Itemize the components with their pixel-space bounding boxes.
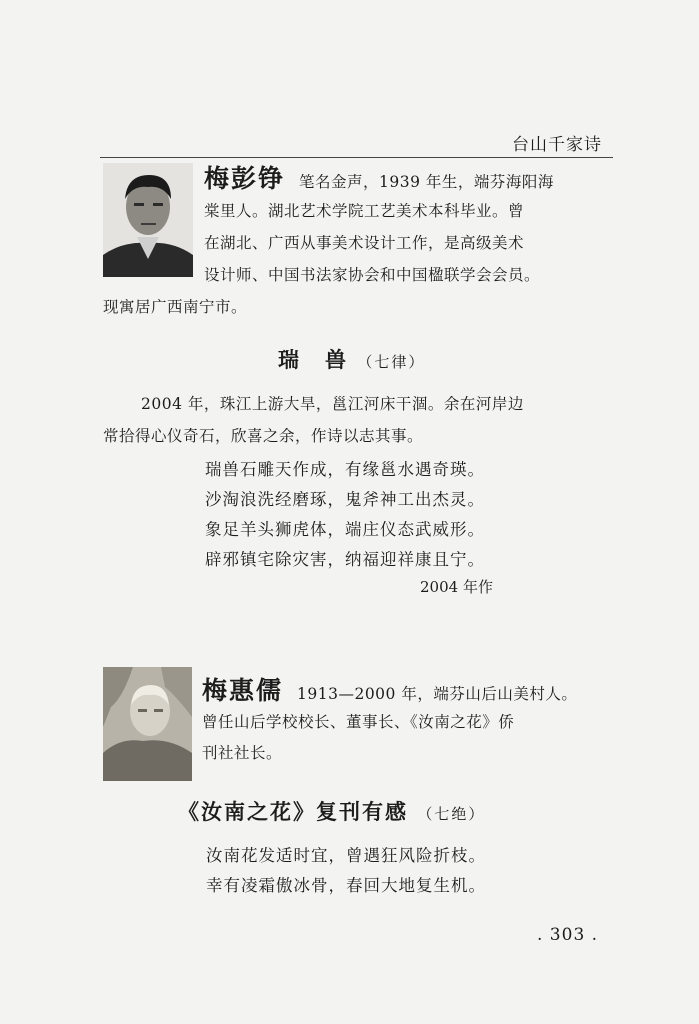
poem-title-char: 瑞 [278, 348, 301, 372]
poem-verse: 瑞兽石雕天作成，有缘邕水遇奇瑛。 [205, 460, 485, 479]
running-header: 台山千家诗 [512, 135, 602, 155]
poem-verse: 象足羊头狮虎体，端庄仪态武威形。 [205, 520, 485, 539]
bio-line: 笔名金声，1939 年生，端芬海阳海 [299, 173, 554, 191]
bio-line: 刊社社长。 [202, 744, 283, 762]
author-portrait-photo [103, 667, 192, 781]
poem-preface-line: 2004 年，珠江上游大旱，邕江河床干涸。余在河岸边 [141, 395, 524, 413]
bio-line: 设计师、中国书法家协会和中国楹联学会会员。 [204, 266, 541, 284]
poem-title-char: 兽 [325, 348, 348, 372]
header-rule [100, 157, 613, 158]
author-bio-1 [204, 163, 624, 198]
poem-verse: 辟邪镇宅除灾害，纳福迎祥康且宁。 [205, 550, 485, 569]
author-portrait-photo [103, 163, 193, 277]
poem-title-1 [278, 344, 425, 374]
page-number: . 303 . [537, 925, 599, 945]
author-name-1: 梅彭铮 [204, 164, 286, 193]
poem-verse: 汝南花发适时宜，曾遇狂风险折枝。 [206, 846, 486, 865]
poem-form: （七律） [357, 353, 426, 371]
poem-verse: 沙淘浪洗经磨琢，鬼斧神工出杰灵。 [205, 490, 485, 509]
poem-title-2 [178, 796, 485, 826]
bio-line: 棠里人。湖北艺术学院工艺美术本科毕业。曾 [204, 202, 525, 220]
bio-line: 1913—2000 年，端芬山后山美村人。 [297, 685, 578, 703]
poem-form: （七绝） [417, 805, 486, 823]
poem-verse: 幸有凌霜傲冰骨，春回大地复生机。 [206, 876, 486, 895]
poem-title-text: 《汝南之花》复刊有感 [178, 800, 408, 824]
poem-preface-line: 常拾得心仪奇石，欣喜之余，作诗以志其事。 [103, 427, 424, 445]
author-name-2: 梅惠儒 [202, 676, 284, 705]
bio-line: 在湖北、广西从事美术设计工作，是高级美术 [204, 234, 525, 252]
author-bio-2 [202, 675, 632, 710]
poem-date: 2004 年作 [420, 578, 493, 596]
bio-line: 曾任山后学校校长、董事长、《汝南之花》侨 [202, 713, 515, 731]
bio-line: 现寓居广西南宁市。 [103, 298, 248, 316]
